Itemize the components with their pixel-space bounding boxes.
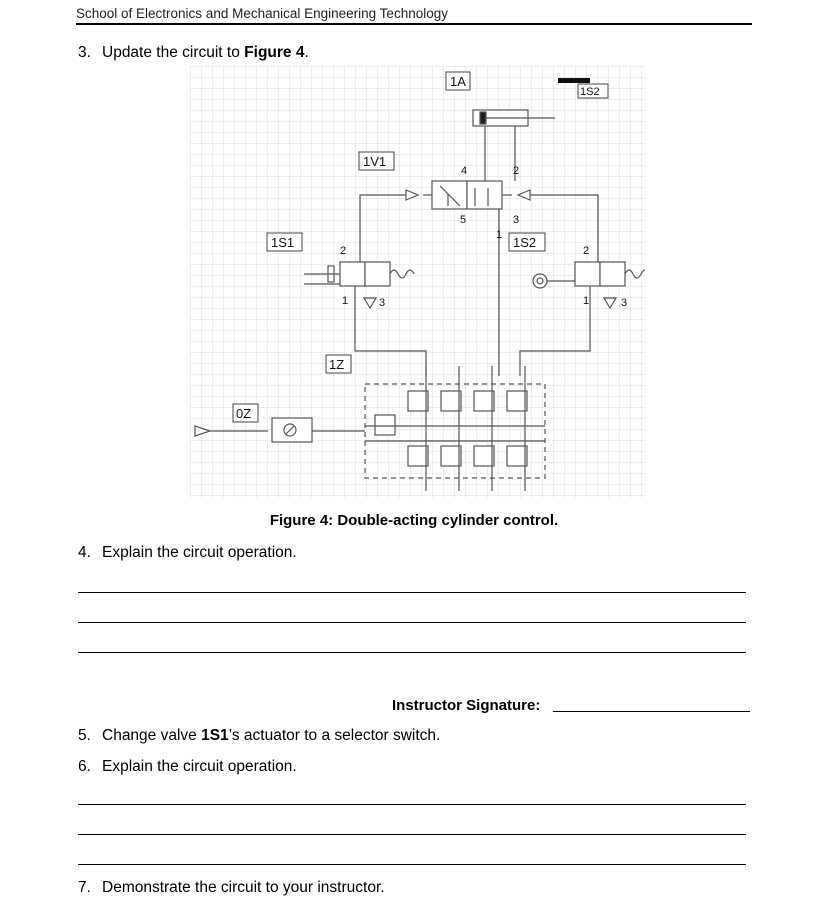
circuit-diagram bbox=[190, 66, 645, 498]
port-5: 5 bbox=[460, 214, 467, 226]
answer-line[interactable] bbox=[78, 864, 746, 865]
signature-label: Instructor Signature: bbox=[392, 697, 541, 714]
question-end: . bbox=[304, 44, 309, 61]
s2-port-3: 3 bbox=[621, 297, 628, 309]
port-1: 1 bbox=[496, 229, 503, 241]
label-1s1: 1S1 bbox=[271, 235, 295, 250]
limit-switch-marker bbox=[558, 78, 590, 83]
question-number: 5. bbox=[78, 727, 91, 744]
question-7 bbox=[78, 879, 385, 897]
question-3 bbox=[78, 44, 309, 62]
question-text-end: ’s actuator to a selector switch. bbox=[228, 727, 441, 744]
question-text: Explain the circuit operation. bbox=[102, 544, 297, 561]
s1-port-2: 2 bbox=[340, 245, 347, 257]
question-number: 6. bbox=[78, 758, 91, 775]
label-1a: 1A bbox=[450, 74, 466, 89]
question-text: Demonstrate the circuit to your instructor. bbox=[102, 879, 385, 896]
figure-caption: Figure 4: Double-acting cylinder control. bbox=[269, 512, 559, 529]
school-name: School of Electronics and Mechanical Engineering Technology bbox=[76, 6, 448, 21]
port-2: 2 bbox=[513, 165, 520, 177]
s2-port-1: 1 bbox=[583, 295, 590, 307]
label-0z: 0Z bbox=[236, 406, 252, 421]
question-bold-text: Figure 4 bbox=[244, 44, 305, 61]
label-1z: 1Z bbox=[329, 357, 345, 372]
question-5 bbox=[78, 727, 440, 745]
label-1s2-top: 1S2 bbox=[580, 86, 600, 98]
page-header bbox=[76, 6, 752, 25]
question-bold-text: 1S1 bbox=[201, 727, 229, 744]
answer-line[interactable] bbox=[78, 834, 746, 835]
port-3: 3 bbox=[513, 214, 520, 226]
question-text: Explain the circuit operation. bbox=[102, 758, 297, 775]
s1-port-1: 1 bbox=[342, 295, 349, 307]
question-number: 3. bbox=[78, 44, 91, 61]
question-number: 4. bbox=[78, 544, 91, 561]
question-text: Update the circuit to bbox=[102, 44, 245, 61]
label-1v1: 1V1 bbox=[363, 154, 387, 169]
answer-line[interactable] bbox=[78, 804, 746, 805]
s1-port-3: 3 bbox=[379, 297, 386, 309]
question-number: 7. bbox=[78, 879, 91, 896]
answer-line[interactable] bbox=[78, 592, 746, 593]
signature-line[interactable] bbox=[553, 711, 750, 712]
label-1s2: 1S2 bbox=[513, 235, 537, 250]
answer-line[interactable] bbox=[78, 652, 746, 653]
question-text: Change valve bbox=[102, 727, 202, 744]
question-4 bbox=[78, 544, 297, 562]
answer-line[interactable] bbox=[78, 622, 746, 623]
port-4: 4 bbox=[461, 165, 468, 177]
s2-port-2: 2 bbox=[583, 245, 590, 257]
question-6 bbox=[78, 758, 297, 776]
